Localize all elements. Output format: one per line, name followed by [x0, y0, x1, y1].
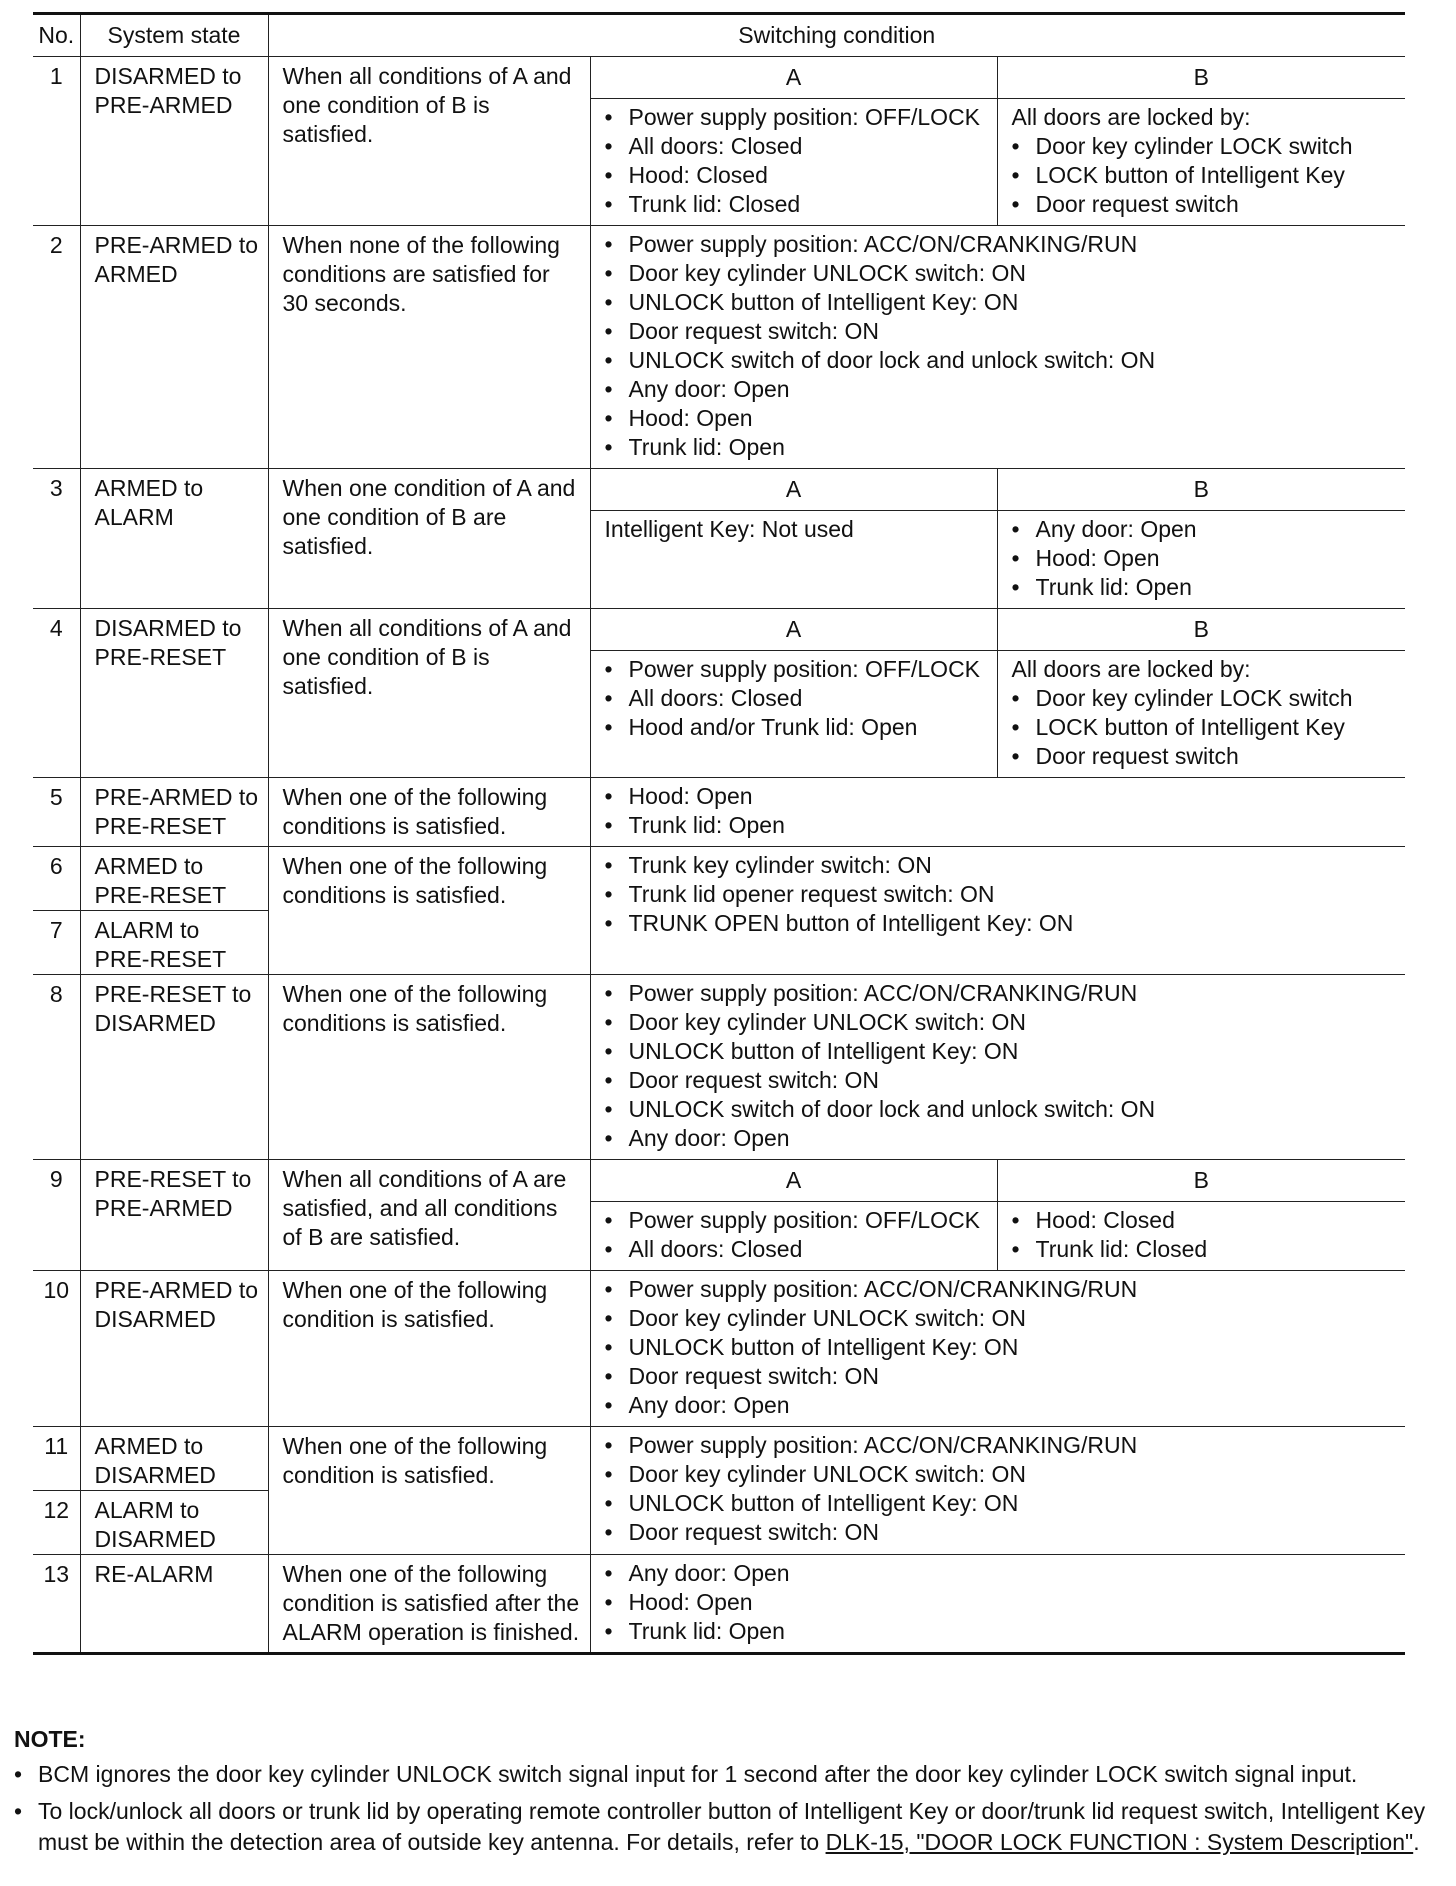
- list-item: • Door request switch: [1012, 190, 1400, 219]
- list-item: • Hood: Open: [605, 782, 1400, 811]
- condition-list: [605, 851, 1400, 938]
- list-item: • LOCK button of Intelligent Key: [1012, 161, 1400, 190]
- condition-a-text: Intelligent Key: Not used: [604, 516, 854, 542]
- condition-text: When one of the following conditions is satisfied.: [268, 975, 590, 1160]
- row-number: 10: [33, 1271, 80, 1427]
- condition-a-list: [605, 655, 991, 742]
- condition-b-cell: [997, 651, 1405, 778]
- condition-text: When all conditions of A are satisfied, and all conditions of B are satisfied.: [268, 1160, 590, 1271]
- list-item: • Trunk lid: Open: [605, 433, 1400, 462]
- list-item: • Trunk lid: Open: [1012, 573, 1400, 602]
- list-item: • Trunk lid: Closed: [1012, 1235, 1400, 1264]
- list-item: • Trunk lid: Closed: [605, 190, 991, 219]
- note-item-text: To lock/unlock all doors or trunk lid by operating remote controller button of Intelligent Key or door/trunk lid request switch, Intelligent Key must be within the detection area of outside key antenna. For details, refer to: [38, 1798, 1426, 1855]
- row-number: 8: [33, 975, 80, 1160]
- system-state: PRE-ARMED to ARMED: [80, 226, 268, 469]
- condition-a-list: [605, 103, 991, 219]
- header-no: No.: [33, 14, 80, 57]
- condition-a-list: [605, 1206, 991, 1264]
- list-item: • Any door: Open: [605, 375, 1400, 404]
- list-item: • UNLOCK switch of door lock and unlock switch: ON: [605, 1095, 1400, 1124]
- list-item: • Power supply position: OFF/LOCK: [605, 103, 991, 132]
- list-item: • All doors: Closed: [605, 684, 991, 713]
- sub-header-a: A: [590, 609, 997, 651]
- list-item: • Power supply position: ACC/ON/CRANKING/RUN: [605, 230, 1400, 259]
- note-title: NOTE:: [14, 1726, 86, 1752]
- reference-link[interactable]: DLK-15, "DOOR LOCK FUNCTION : System Description": [825, 1829, 1414, 1855]
- list-item: • Power supply position: ACC/ON/CRANKING/RUN: [605, 1431, 1400, 1460]
- condition-list-cell: [590, 1271, 1405, 1427]
- condition-text: When one of the following condition is satisfied.: [268, 1271, 590, 1427]
- sub-header-a: A: [590, 57, 997, 99]
- list-item: • UNLOCK button of Intelligent Key: ON: [605, 1333, 1400, 1362]
- condition-list-cell: [590, 1427, 1405, 1555]
- condition-b-list: [1012, 515, 1400, 602]
- list-item: • Door request switch: ON: [605, 1362, 1400, 1391]
- table-row: [33, 57, 1405, 99]
- list-item: • Power supply position: OFF/LOCK: [605, 655, 991, 684]
- row-number: 5: [33, 778, 80, 847]
- system-state: ARMED to ALARM: [80, 469, 268, 609]
- condition-list: [605, 1559, 1400, 1646]
- row-number: 7: [33, 911, 80, 975]
- condition-b-intro: All doors are locked by:: [1011, 656, 1251, 682]
- list-item: • Door key cylinder UNLOCK switch: ON: [605, 1008, 1400, 1037]
- table-row: [33, 975, 1405, 1160]
- sub-header-a: A: [590, 469, 997, 511]
- condition-a-cell: [590, 511, 997, 609]
- condition-text: When one of the following condition is satisfied.: [268, 1427, 590, 1555]
- condition-a-cell: [590, 651, 997, 778]
- system-state: ALARM to DISARMED: [80, 1491, 268, 1555]
- sub-header-b: B: [997, 57, 1405, 99]
- list-item: • LOCK button of Intelligent Key: [1012, 713, 1400, 742]
- condition-list-cell: [590, 226, 1405, 469]
- system-state: ARMED to DISARMED: [80, 1427, 268, 1491]
- header-switching-condition: Switching condition: [268, 14, 1405, 57]
- table-header-row: [33, 14, 1405, 57]
- system-state: PRE-ARMED to DISARMED: [80, 1271, 268, 1427]
- list-item: • Trunk lid opener request switch: ON: [605, 880, 1400, 909]
- list-item: • UNLOCK button of Intelligent Key: ON: [605, 288, 1400, 317]
- condition-text: When none of the following conditions are satisfied for 30 seconds.: [268, 226, 590, 469]
- note-item-end: .: [1413, 1829, 1420, 1855]
- condition-text: When all conditions of A and one condition of B is satisfied.: [268, 57, 590, 226]
- system-state: DISARMED to PRE-RESET: [80, 609, 268, 778]
- switching-condition-table: [33, 12, 1405, 1655]
- list-item: • Any door: Open: [605, 1391, 1400, 1420]
- list-item: • Any door: Open: [605, 1559, 1400, 1588]
- table-row: [33, 469, 1405, 511]
- sub-header-a: A: [590, 1160, 997, 1202]
- list-item: • Hood: Open: [1012, 544, 1400, 573]
- system-state: ARMED to PRE-RESET: [80, 847, 268, 911]
- list-item: • UNLOCK switch of door lock and unlock switch: ON: [605, 346, 1400, 375]
- table-row: [33, 1160, 1405, 1202]
- table-row: [33, 847, 1405, 911]
- table-row: [33, 778, 1405, 847]
- row-number: 6: [33, 847, 80, 911]
- list-item: • UNLOCK button of Intelligent Key: ON: [605, 1489, 1400, 1518]
- list-item: • Hood: Open: [605, 1588, 1400, 1617]
- condition-a-cell: [590, 1202, 997, 1271]
- list-item: • Door request switch: [1012, 742, 1400, 771]
- list-item: • Door request switch: ON: [605, 317, 1400, 346]
- condition-text: When one of the following conditions is satisfied.: [268, 778, 590, 847]
- list-item: • Power supply position: ACC/ON/CRANKING/RUN: [605, 1275, 1400, 1304]
- condition-list-cell: [590, 847, 1405, 975]
- condition-b-list: [1012, 684, 1400, 771]
- list-item: • Door request switch: ON: [605, 1066, 1400, 1095]
- table-row: [33, 1427, 1405, 1491]
- note-item: [14, 1796, 1429, 1858]
- list-item: • Trunk lid: Open: [605, 1617, 1400, 1646]
- condition-list: [605, 230, 1400, 462]
- condition-list-cell: [590, 1555, 1405, 1654]
- table-row: [33, 1271, 1405, 1427]
- note-list: [14, 1759, 1429, 1858]
- system-state: PRE-ARMED to PRE-RESET: [80, 778, 268, 847]
- list-item: • TRUNK OPEN button of Intelligent Key: ON: [605, 909, 1400, 938]
- condition-b-cell: [997, 511, 1405, 609]
- system-state: PRE-RESET to DISARMED: [80, 975, 268, 1160]
- list-item: • Door key cylinder LOCK switch: [1012, 132, 1400, 161]
- list-item: • UNLOCK button of Intelligent Key: ON: [605, 1037, 1400, 1066]
- list-item: • Hood: Closed: [1012, 1206, 1400, 1235]
- condition-list: [605, 782, 1400, 840]
- table-row: [33, 1555, 1405, 1654]
- sub-header-b: B: [997, 609, 1405, 651]
- condition-list-cell: [590, 975, 1405, 1160]
- condition-list: [605, 1275, 1400, 1420]
- header-system-state: System state: [80, 14, 268, 57]
- system-state: RE-ALARM: [80, 1555, 268, 1654]
- row-number: 1: [33, 57, 80, 226]
- list-item: • Hood: Open: [605, 404, 1400, 433]
- list-item: • Power supply position: ACC/ON/CRANKING/RUN: [605, 979, 1400, 1008]
- list-item: • Door key cylinder LOCK switch: [1012, 684, 1400, 713]
- list-item: • Door request switch: ON: [605, 1518, 1400, 1547]
- table-row: [33, 609, 1405, 651]
- condition-list: [605, 1431, 1400, 1547]
- condition-list-cell: [590, 778, 1405, 847]
- list-item: • Door key cylinder UNLOCK switch: ON: [605, 1460, 1400, 1489]
- condition-b-cell: [997, 1202, 1405, 1271]
- list-item: • Trunk lid: Open: [605, 811, 1400, 840]
- row-number: 2: [33, 226, 80, 469]
- list-item: • Trunk key cylinder switch: ON: [605, 851, 1400, 880]
- condition-list: [605, 979, 1400, 1153]
- row-number: 9: [33, 1160, 80, 1271]
- condition-text: When one of the following conditions is satisfied.: [268, 847, 590, 975]
- condition-text: When one of the following condition is satisfied after the ALARM operation is finished.: [268, 1555, 590, 1654]
- row-number: 3: [33, 469, 80, 609]
- system-state: DISARMED to PRE-ARMED: [80, 57, 268, 226]
- row-number: 11: [33, 1427, 80, 1491]
- list-item: • Door key cylinder UNLOCK switch: ON: [605, 259, 1400, 288]
- condition-b-list: [1012, 1206, 1400, 1264]
- list-item: • Power supply position: OFF/LOCK: [605, 1206, 991, 1235]
- condition-b-cell: [997, 99, 1405, 226]
- row-number: 13: [33, 1555, 80, 1654]
- row-number: 12: [33, 1491, 80, 1555]
- list-item: • Hood and/or Trunk lid: Open: [605, 713, 991, 742]
- row-number: 4: [33, 609, 80, 778]
- condition-text: When one condition of A and one condition of B are satisfied.: [268, 469, 590, 609]
- condition-a-cell: [590, 99, 997, 226]
- sub-header-b: B: [997, 469, 1405, 511]
- list-item: • All doors: Closed: [605, 132, 991, 161]
- list-item: • Any door: Open: [1012, 515, 1400, 544]
- note-section: [14, 1724, 1429, 1864]
- note-item: • BCM ignores the door key cylinder UNLOCK switch signal input for 1 second after the door key cylinder LOCK switch signal input.: [14, 1759, 1429, 1790]
- sub-header-b: B: [997, 1160, 1405, 1202]
- list-item: • Door key cylinder UNLOCK switch: ON: [605, 1304, 1400, 1333]
- condition-b-list: [1012, 132, 1400, 219]
- list-item: • Any door: Open: [605, 1124, 1400, 1153]
- condition-text: When all conditions of A and one condition of B is satisfied.: [268, 609, 590, 778]
- list-item: • Hood: Closed: [605, 161, 991, 190]
- system-state: ALARM to PRE-RESET: [80, 911, 268, 975]
- list-item: • All doors: Closed: [605, 1235, 991, 1264]
- table-row: [33, 226, 1405, 469]
- system-state: PRE-RESET to PRE-ARMED: [80, 1160, 268, 1271]
- condition-b-intro: All doors are locked by:: [1011, 104, 1251, 130]
